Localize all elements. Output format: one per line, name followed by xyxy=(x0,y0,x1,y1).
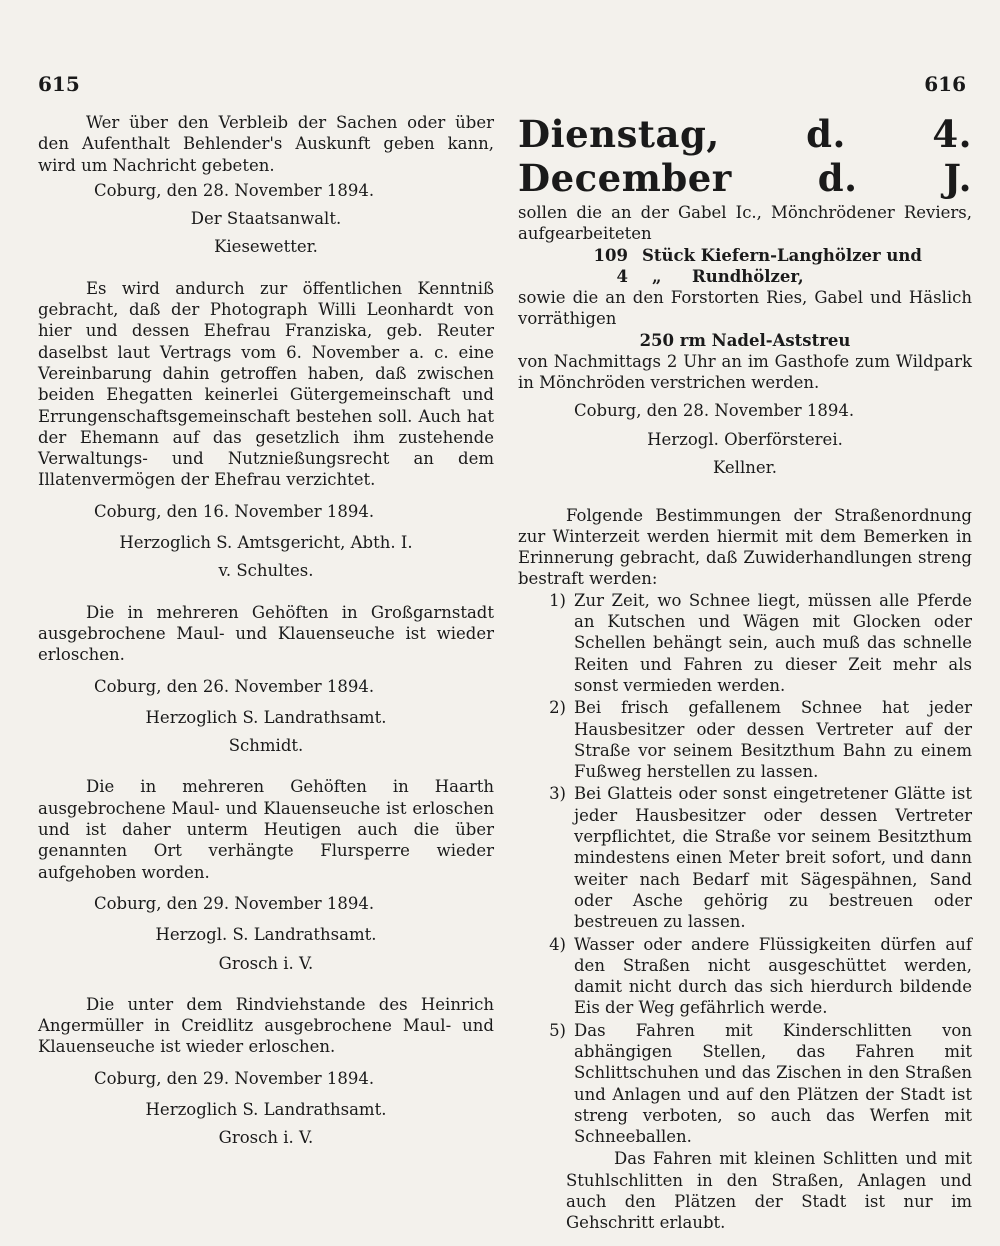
quantity-number: 109 xyxy=(593,245,628,265)
quantity-text: Stück Kiefern-Langhölzer und xyxy=(642,245,922,265)
quantity-line xyxy=(518,245,972,266)
notice-place-date: Coburg, den 29. November 1894. xyxy=(94,1068,375,1088)
rule-text: Wasser oder andere Flüssigkeiten dürfen auf den Straßen nicht ausgeschüttet werden, damit nicht durch das sich hierdurch bildende Eis der Weg gefährlich werde. xyxy=(574,934,972,1018)
street-order-intro: Folgende Bestimmungen der Straßenordnung zur Winterzeit werden hiermit mit dem Bemerken in Erinnerung gebracht, daß Zuwiderhandlungen streng bestraft werden: xyxy=(518,505,972,589)
notice-place-date: Coburg, den 26. November 1894. xyxy=(94,676,375,696)
notice-signature: Kellner. xyxy=(713,458,777,478)
rules-list xyxy=(518,590,972,1148)
street-order-closing: Das Fahren mit kleinen Schlitten und mit Stuhlschlitten in den Straßen, Anlagen und auch den Plätzen der Stadt ist nur im Gehschritt erlaubt. xyxy=(566,1149,972,1233)
right-column xyxy=(518,112,972,1234)
notice-text: Die unter dem Rindviehstande des Heinrich Angermüller in Creidlitz ausgebrochene Maul- und Klauenseuche ist wieder erloschen. xyxy=(38,994,494,1057)
notice-authority: Herzogl. Oberförsterei. xyxy=(647,429,843,449)
rule-text: Bei Glatteis oder sonst eingetretener Glätte ist jeder Hausbesitzer oder dessen Vertreter verpflichtet, die Straße vor seinem Besitzthum mindestens einen Meter breit sofort, und dann weiter nach Bedarf mit Sägespähnen, Sand oder Asche gehörig zu bestreuen oder bestreuen zu lassen. xyxy=(574,784,972,932)
rule-number: 5) xyxy=(549,1020,566,1040)
rule-number: 3) xyxy=(549,784,566,804)
notice-place-date: Coburg, den 16. November 1894. xyxy=(94,501,375,521)
quantity-line xyxy=(518,266,972,287)
notice-signature: Grosch i. V. xyxy=(218,953,314,973)
auction-intro: sollen die an der Gabel Ic., Mönchrödener Reviers, aufgearbeiteten xyxy=(518,203,972,244)
notice-signature: Kiesewetter. xyxy=(214,237,318,257)
notice-place-date: Coburg, den 28. November 1894. xyxy=(94,180,375,200)
auction-middle: sowie die an den Forstorten Ries, Gabel und Häslich vorräthigen xyxy=(518,288,972,329)
auction-outro: von Nachmittags 2 Uhr an im Gasthofe zum Wildpark in Mönchröden verstrichen werden. xyxy=(518,352,972,393)
notice-signature: v. Schultes. xyxy=(218,561,314,581)
list-item xyxy=(518,934,972,1019)
rule-number: 4) xyxy=(549,934,566,954)
quantity-number: 4 xyxy=(616,266,628,286)
notice-authority: Der Staatsanwalt. xyxy=(190,209,342,229)
rule-number: 1) xyxy=(549,590,566,610)
notice-authority: Herzogl. S. Landrathsamt. xyxy=(155,925,377,945)
notice-place-date: Coburg, den 28. November 1894. xyxy=(574,400,855,420)
rule-text: Das Fahren mit Kinderschlitten von abhängigen Stellen, das Fahren mit Schlittschuhen und das Zischen in den Straßen und Anlagen und auf den Plätzen der Stadt ist streng verboten, so auch das Werfen mit Schneeballen. xyxy=(574,1020,972,1147)
auction-heading: Dienstag, d. 4. December d. J. xyxy=(518,112,972,200)
notice-place-date: Coburg, den 29. November 1894. xyxy=(94,893,375,913)
rule-text: Bei frisch gefallenem Schnee hat jeder Hausbesitzer oder dessen Vertreter auf der Straße vor seinem Besitzthum Bahn zu einem Fußweg herstellen zu lassen. xyxy=(574,698,972,782)
closing-block xyxy=(518,1148,972,1233)
list-item xyxy=(518,590,972,696)
left-column xyxy=(38,112,494,1149)
ditto-mark: „ xyxy=(652,266,662,286)
notice-text: Die in mehreren Gehöften in Großgarnstadt ausgebrochene Maul- und Klauenseuche ist wieder erloschen. xyxy=(38,602,494,665)
notice-signature: Grosch i. V. xyxy=(218,1128,314,1148)
notice-text: Wer über den Verbleib der Sachen oder über den Aufenthalt Behlender's Auskunft geben kann, wird um Nachricht gebeten. xyxy=(38,113,494,175)
list-item xyxy=(518,1020,972,1148)
rule-text: Zur Zeit, wo Schnee liegt, müssen alle Pferde an Kutschen und Wägen mit Glocken oder Schellen behängt sein, auch muß das schnelle Reiten und Fahren zu dieser Zeit mehr als sonst vermieden werden. xyxy=(574,590,972,695)
notice-signature: Schmidt. xyxy=(228,736,304,756)
list-item xyxy=(518,783,972,932)
notice-authority: Herzoglich S. Landrathsamt. xyxy=(145,1099,387,1119)
notice-text: Es wird andurch zur öffentlichen Kenntniß gebracht, daß der Photograph Willi Leonhardt von hier und dessen Ehefrau Franziska, geb. Reuter daselbst laut Vertrags vom 6. November a. c. eine Vereinbarung dahin getroffen haben, daß zwischen beiden Ehegatten keinerlei Gütergemeinschaft und Errungenschaftsgemeinschaft bestehen soll. Auch hat der Ehemann auf das gesetzlich ihm zustehende Verwaltungs- und Nutznießungsrecht an dem Illatenvermögen der Ehefrau verzichtet. xyxy=(38,278,494,490)
quantity-text: Rundhölzer, xyxy=(692,266,804,286)
notice-authority: Herzoglich S. Landrathsamt. xyxy=(145,707,387,727)
notice-authority: Herzoglich S. Amtsgericht, Abth. I. xyxy=(119,533,413,553)
quantity-line: 250 rm Nadel-Aststreu xyxy=(639,330,851,350)
list-item xyxy=(518,697,972,782)
page-number-right: 616 xyxy=(924,72,966,96)
notice-text: Die in mehreren Gehöften in Haarth ausgebrochene Maul- und Klauenseuche ist erloschen und ist daher unterm Heutigen auch die über genannten Ort verhängte Flursperre wieder aufgehoben worden. xyxy=(38,777,494,882)
page-number-left: 615 xyxy=(38,72,80,96)
rule-number: 2) xyxy=(549,698,566,718)
